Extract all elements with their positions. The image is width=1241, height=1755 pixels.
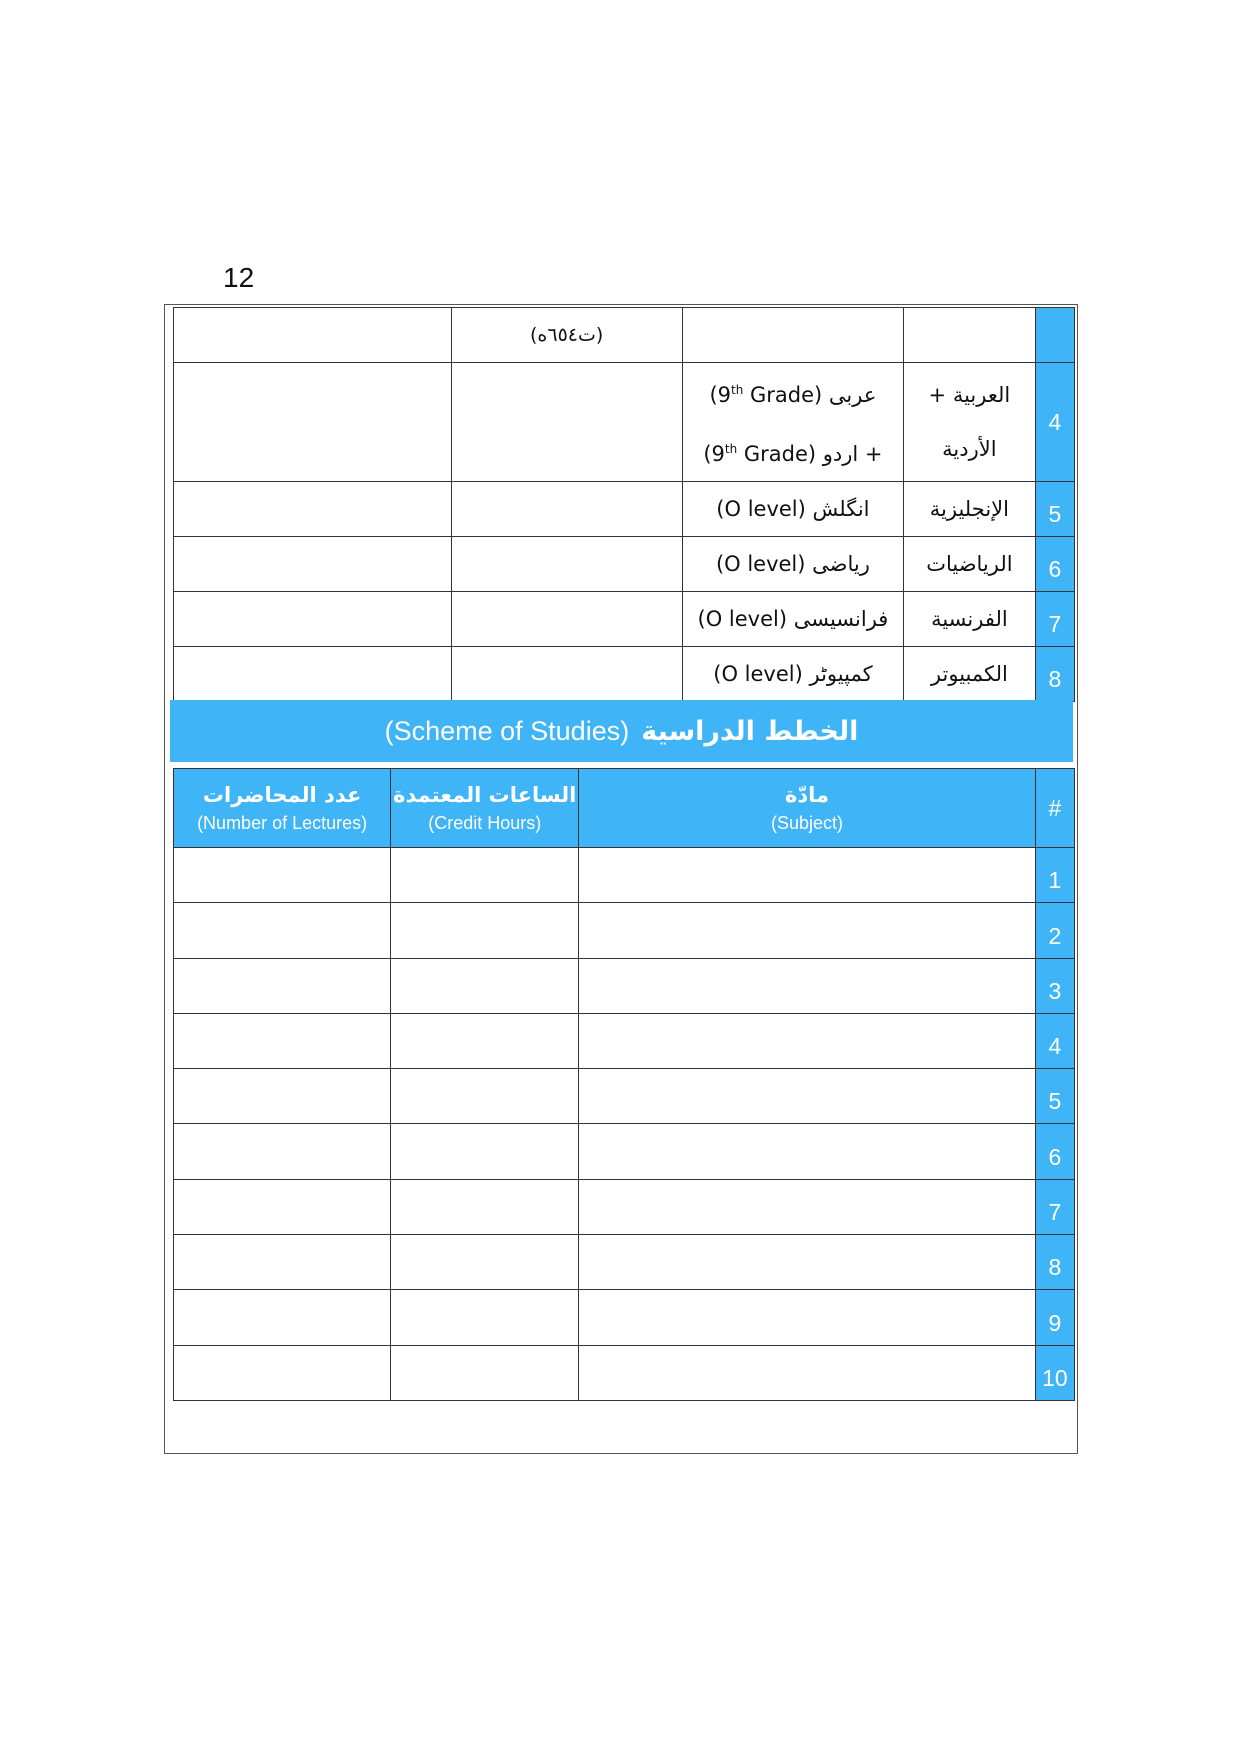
row-number-cell (1035, 1124, 1074, 1179)
table-row (174, 903, 1075, 958)
credit-hours-cell (391, 903, 579, 958)
banner-title-en: (Scheme of Studies) (384, 715, 630, 746)
header-number: # (1035, 769, 1074, 848)
arabic-subject: الفرنسية (904, 592, 1036, 647)
grade-suffix: Grade) (737, 442, 817, 466)
table-cell (682, 308, 903, 363)
table-cell (451, 482, 682, 537)
subject-cell (579, 1235, 1036, 1290)
subject-cell (579, 1069, 1036, 1124)
arabic-subject: الأردية (942, 437, 997, 461)
row-number-cell (1035, 1179, 1074, 1234)
row-number-cell (1035, 1345, 1074, 1400)
row-number: 6 (1048, 1143, 1062, 1170)
grade-prefix: (9 (703, 442, 725, 466)
table-cell (174, 482, 452, 537)
table-row (174, 308, 1075, 363)
row-number: 4 (1048, 408, 1062, 435)
local-subject-cell (682, 482, 903, 537)
table-row (174, 1235, 1075, 1290)
row-number: 1 (1048, 867, 1062, 894)
hijri-date: (ت٦٥٤ه) (530, 324, 604, 346)
row-number-cell (1035, 1069, 1074, 1124)
row-number-cell (1035, 1235, 1074, 1290)
header-label-ar: الساعات المعتمدة (393, 782, 577, 807)
row-number-cell (1035, 308, 1074, 363)
subject-cell (579, 1179, 1036, 1234)
arabic-subject: الإنجليزية (904, 482, 1036, 537)
table-row (174, 1345, 1075, 1400)
subject-cell (579, 1013, 1036, 1068)
lectures-cell (174, 848, 391, 903)
level-label: (O level) (697, 607, 788, 631)
subject-cell (579, 1290, 1036, 1345)
row-number-cell (1035, 363, 1074, 482)
grade-suffix: Grade) (743, 383, 823, 407)
table-row (174, 647, 1075, 702)
table-row (174, 363, 1075, 482)
row-number-cell (1035, 903, 1074, 958)
credit-hours-cell (391, 1124, 579, 1179)
local-subject-cell (682, 647, 903, 702)
row-number: 8 (1048, 1254, 1062, 1281)
local-subject-name: + اردو (822, 442, 883, 466)
table-cell (904, 308, 1036, 363)
header-row (174, 769, 1075, 848)
lectures-cell (174, 1069, 391, 1124)
row-number: 4 (1048, 1033, 1062, 1060)
level-label: (O level) (716, 497, 806, 521)
lectures-cell (174, 1345, 391, 1400)
page-number: 12 (223, 262, 255, 293)
lectures-cell (174, 903, 391, 958)
lectures-cell (174, 1179, 391, 1234)
subject-cell (579, 1345, 1036, 1400)
arabic-subject: العربية + (928, 383, 1011, 407)
row-number: 3 (1048, 977, 1062, 1004)
table-cell (174, 592, 452, 647)
grade-sup: th (724, 442, 738, 456)
table-cell (451, 647, 682, 702)
header-lectures (174, 769, 391, 848)
row-number: 2 (1048, 922, 1062, 949)
subject-cell (579, 848, 1036, 903)
local-subject-name: انگلش (812, 497, 870, 521)
credit-hours-cell (391, 1013, 579, 1068)
table-row (174, 1069, 1075, 1124)
table-row (174, 1013, 1075, 1068)
hijri-cell (451, 308, 682, 363)
row-number-cell (1035, 647, 1074, 702)
header-label-en: (Subject) (770, 812, 844, 833)
table-cell (174, 537, 452, 592)
local-subject-cell (682, 363, 903, 482)
header-credit-hours (391, 769, 579, 848)
table-row (174, 1124, 1075, 1179)
credit-hours-cell (391, 958, 579, 1013)
row-number: 9 (1048, 1309, 1062, 1336)
scheme-banner (170, 700, 1073, 762)
lectures-cell (174, 1013, 391, 1068)
level-label: (O level) (713, 662, 803, 686)
credit-hours-cell (391, 1235, 579, 1290)
grade-sup: th (731, 383, 744, 397)
lectures-cell (174, 1235, 391, 1290)
table-cell (451, 363, 682, 482)
row-number: 10 (1042, 1364, 1068, 1391)
credit-hours-cell (391, 1345, 579, 1400)
lectures-cell (174, 1124, 391, 1179)
local-subject-name: فرانسیسی (793, 607, 889, 631)
table-cell (174, 308, 452, 363)
local-subject-line (683, 422, 903, 481)
table-cell (174, 647, 452, 702)
credit-hours-cell (391, 1290, 579, 1345)
row-number: 7 (1048, 611, 1062, 637)
subject-cell (579, 1124, 1036, 1179)
header-label-en: (Credit Hours) (428, 812, 542, 833)
arabic-subject: الكمبيوتر (904, 647, 1036, 702)
row-number-cell (1035, 537, 1074, 592)
local-subject-cell (682, 592, 903, 647)
row-number: 7 (1048, 1199, 1062, 1226)
local-subject-line (683, 363, 903, 422)
row-number: 6 (1048, 556, 1062, 582)
subjects-table (173, 307, 1075, 702)
subject-cell (579, 958, 1036, 1013)
level-label: (O level) (715, 552, 806, 576)
table-row (174, 1290, 1075, 1345)
local-subject-name: ریاضی (812, 552, 870, 576)
table-row (174, 537, 1075, 592)
lectures-cell (174, 1290, 391, 1345)
local-subject-name: عربی (828, 383, 877, 407)
table-row (174, 482, 1075, 537)
local-subject-cell (682, 537, 903, 592)
table-row (174, 848, 1075, 903)
row-number-cell (1035, 1013, 1074, 1068)
lectures-cell (174, 958, 391, 1013)
row-number-cell (1035, 482, 1074, 537)
row-number-cell (1035, 848, 1074, 903)
arabic-subject: الرياضيات (904, 537, 1036, 592)
row-number: 8 (1048, 666, 1062, 692)
credit-hours-cell (391, 1069, 579, 1124)
header-label-ar: عدد المحاضرات (202, 782, 362, 807)
subject-cell (579, 903, 1036, 958)
header-label-ar: مادّة (784, 782, 830, 807)
row-number-cell (1035, 592, 1074, 647)
row-number: 5 (1048, 501, 1062, 527)
credit-hours-cell (391, 848, 579, 903)
scheme-table (173, 768, 1075, 1401)
arabic-subject-cell (904, 363, 1036, 482)
local-subject-name: کمپیوٹر (809, 662, 873, 686)
table-cell (451, 592, 682, 647)
row-number-cell (1035, 958, 1074, 1013)
grade-prefix: (9 (709, 383, 732, 407)
table-row (174, 1179, 1075, 1234)
table-row (174, 592, 1075, 647)
row-number-cell (1035, 1290, 1074, 1345)
table-cell (451, 537, 682, 592)
table-row (174, 958, 1075, 1013)
table-cell (174, 363, 452, 482)
header-label-en: (Number of Lectures) (197, 812, 368, 833)
row-number: 5 (1048, 1088, 1062, 1115)
credit-hours-cell (391, 1179, 579, 1234)
banner-title-ar: الخطط الدراسية (641, 715, 859, 747)
header-subject (579, 769, 1036, 848)
